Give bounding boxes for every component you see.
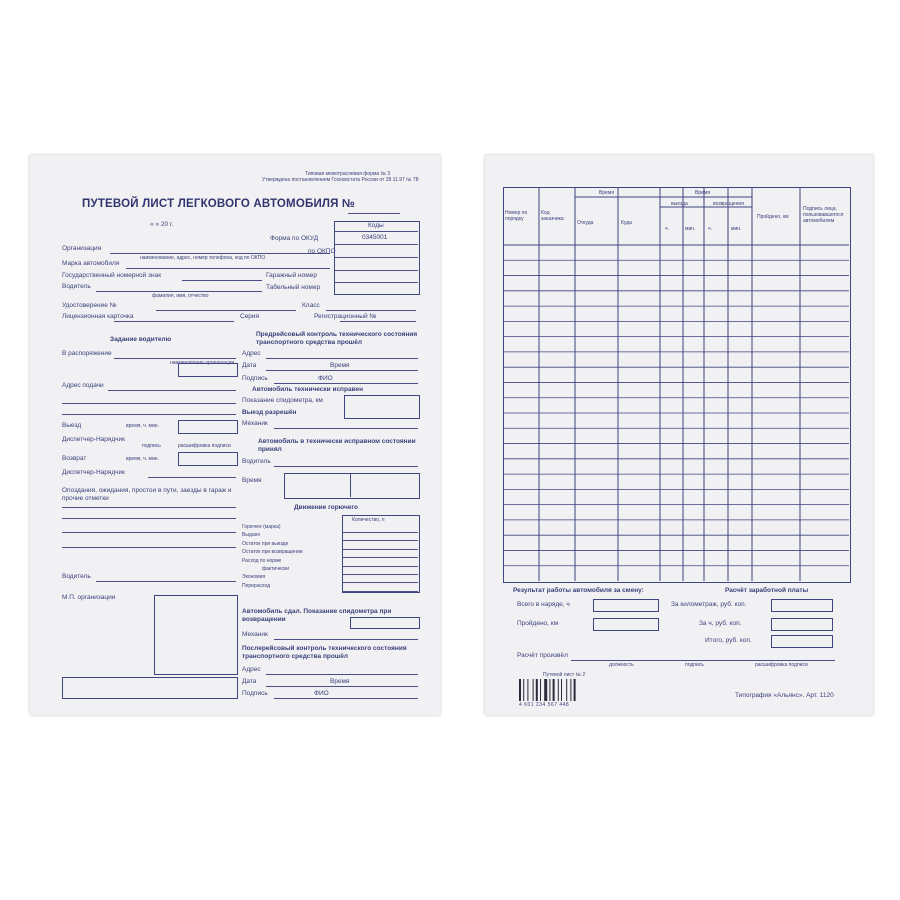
- column-header: Код заказчика: [541, 210, 564, 222]
- barcode-bar: [549, 679, 550, 701]
- results-row-0: Всего в наряде, ч: [517, 601, 570, 608]
- tech-date: Дата: [242, 362, 257, 369]
- car-ok-label: Выезд разрешён: [242, 409, 297, 416]
- tech-header: Предрейсовый контроль технического состояния транспортного средства прошёл: [256, 331, 418, 346]
- post-time: Время: [330, 678, 350, 685]
- field-lic-card: Лицензионная карточка: [62, 313, 134, 320]
- departure-box[interactable]: [178, 420, 238, 434]
- address-line-1[interactable]: [108, 390, 236, 391]
- license-line[interactable]: [156, 310, 296, 311]
- tech-time: Время: [330, 362, 350, 369]
- barcode-bar: [540, 679, 541, 701]
- driver-signature-label: Водитель: [62, 573, 91, 580]
- return-mechanic: Механик: [242, 631, 268, 638]
- mechanic-line[interactable]: [274, 428, 418, 429]
- barcode-bar: [523, 679, 524, 701]
- field-license: Удостоверение №: [62, 302, 117, 309]
- tech-sig-line[interactable]: [274, 383, 418, 384]
- task-return: Возврат: [62, 455, 87, 462]
- header-note-1: Типовая межотраслевая форма № 3: [305, 171, 391, 177]
- fuel-row-label: Горючее (марка): [242, 524, 281, 530]
- fuel-row-label: Остаток при выезде: [242, 540, 289, 547]
- results-header: Результат работы автомобиля за смену:: [513, 587, 644, 594]
- driver-accept-line[interactable]: [274, 466, 418, 467]
- stamp-box: [154, 595, 238, 675]
- speedometer-box[interactable]: [344, 395, 420, 419]
- fuel-row-label: Экономия: [242, 574, 266, 581]
- okud-label: Форма по ОКУД: [270, 235, 319, 242]
- back-sheet: [485, 155, 873, 715]
- tech-fio: ФИО: [318, 375, 333, 382]
- codes-divider: [334, 244, 418, 245]
- dispatcher-2: Диспетчер-Нарядчик: [62, 469, 125, 476]
- time-label: время, ч. мин.: [126, 423, 159, 429]
- disposal-box[interactable]: [178, 363, 238, 377]
- table-group-2: Время: [695, 190, 711, 196]
- fuel-row-label: Расход по норме: [242, 557, 282, 564]
- class-line[interactable]: [326, 310, 416, 311]
- mechanic-label: Механик: [242, 420, 268, 427]
- column-header: мин.: [685, 226, 696, 232]
- fuel-row-label: Остаток при возвращении: [242, 549, 303, 556]
- organization-line[interactable]: [110, 253, 330, 254]
- calc-label: Расчёт произвёл: [517, 652, 568, 659]
- barcode-bar: [533, 679, 534, 701]
- field-reg-number: Регистрационный №: [314, 313, 377, 320]
- fuel-row-line: [342, 566, 418, 567]
- car-brand-line[interactable]: [126, 268, 330, 269]
- dispatcher-2-line[interactable]: [148, 477, 236, 478]
- footer-text: Типография «Альянс». Арт. 1120: [735, 692, 834, 699]
- barcode-bar: [574, 679, 576, 701]
- column-header: Подпись лица, пользовавшегося автомобилем: [803, 206, 844, 224]
- barcode: [485, 155, 873, 715]
- barcode-bar: [519, 679, 521, 701]
- task-departure: Выезд: [62, 422, 82, 429]
- accept-box-divider: [350, 473, 351, 497]
- tech-signature: Подпись: [242, 375, 268, 382]
- column-header: Пройдено, км: [757, 214, 789, 220]
- disposal-line[interactable]: [114, 358, 236, 359]
- fuel-row-line: [342, 540, 418, 541]
- barcode-bar: [570, 679, 571, 701]
- fuel-box-header: Количество, л: [352, 517, 385, 523]
- post-fio: ФИО: [314, 690, 329, 697]
- table-group-1: Время: [599, 190, 615, 196]
- column-header: Номер по порядку: [505, 210, 528, 222]
- barcode-bar: [527, 679, 528, 701]
- calc-hint-1: подпись: [685, 662, 704, 668]
- fuel-row-label: фактически: [262, 566, 290, 572]
- form-title: ПУТЕВОЙ ЛИСТ ЛЕГКОВОГО АВТОМОБИЛЯ №: [82, 198, 356, 210]
- barcode-bar: [558, 679, 559, 701]
- accept-time: Время: [242, 477, 262, 484]
- lic-card-line[interactable]: [114, 321, 234, 322]
- results-row-1: Пройдено, км: [517, 620, 559, 627]
- field-driver: Водитель: [62, 283, 91, 290]
- field-garage-number: Гаражный номер: [266, 272, 317, 279]
- notes-line-2[interactable]: [62, 518, 236, 519]
- disposal-hint: наименование организации: [170, 360, 235, 366]
- codes-divider: [334, 270, 418, 271]
- front-sheet: [30, 155, 440, 715]
- barcode-number: 4 601 234 567 448: [519, 702, 570, 708]
- calc-hint-0: должность: [609, 662, 634, 668]
- codes-divider: [334, 231, 418, 232]
- tech-address-line[interactable]: [266, 358, 418, 359]
- sig-hint-1: подпись: [142, 443, 161, 449]
- date-line: « » 20 г.: [150, 221, 174, 228]
- fuel-row-line: [342, 557, 418, 558]
- post-address-line[interactable]: [266, 674, 418, 675]
- fuel-header: Движение горючего: [294, 504, 358, 511]
- notes-line-4[interactable]: [62, 547, 236, 548]
- barcode-bar: [544, 679, 547, 701]
- notes-line-1[interactable]: [62, 507, 236, 508]
- speedometer-label: Показание спидометра, км: [242, 397, 323, 404]
- driver-signature-line[interactable]: [96, 581, 236, 582]
- post-signature: Подпись: [242, 690, 268, 697]
- notes-line-3[interactable]: [62, 532, 236, 533]
- return-speedometer-box[interactable]: [350, 617, 420, 629]
- tech-date-line[interactable]: [266, 370, 418, 371]
- tech-address: Адрес: [242, 350, 261, 357]
- accept-box[interactable]: [284, 473, 420, 499]
- column-header: Откуда: [577, 220, 594, 226]
- column-header: ч.: [665, 226, 669, 232]
- task-address: Адрес подачи: [62, 382, 104, 389]
- barcode-caption: Путевой лист № 2: [543, 672, 586, 678]
- time-label-2: время, ч. мин.: [126, 456, 159, 462]
- post-address: Адрес: [242, 666, 261, 673]
- barcode-bar: [561, 679, 562, 701]
- address-line-2[interactable]: [62, 403, 236, 404]
- driver-accept: Водитель: [242, 458, 271, 465]
- fuel-row-label: Перерасход: [242, 582, 271, 589]
- field-plate: Государственный номерной знак: [62, 272, 162, 279]
- fuel-row-label: Выдано: [242, 532, 261, 539]
- table-subgroup-2: возвращения: [713, 201, 744, 207]
- field-organization: Организация: [62, 245, 102, 252]
- header-note-2: Утверждена постановлением Госкомстата России от 28.11.97 № 78: [262, 177, 419, 183]
- form-number-line[interactable]: [348, 213, 400, 214]
- codes-label: Коды: [368, 222, 384, 229]
- column-header: мин.: [731, 226, 742, 232]
- column-header: ч.: [708, 226, 712, 232]
- return-box[interactable]: [178, 452, 238, 466]
- salary-row-0: За километраж, руб. коп.: [671, 601, 747, 608]
- calc-hint-2: расшифровка подписи: [755, 662, 808, 668]
- driver-hint: фамилия, имя, отчество: [152, 293, 209, 299]
- posttrip-header: Послерейсовый контроль технического состояния транспортного средства прошёл: [242, 645, 407, 660]
- barcode-bar: [566, 679, 567, 701]
- table-subgroup-1: выезда: [671, 201, 688, 207]
- okud-code: 0345001: [362, 234, 388, 241]
- codes-divider: [334, 282, 418, 283]
- okpo-label: по ОКПО: [308, 248, 336, 255]
- field-car-brand: Марка автомобиля: [62, 260, 120, 267]
- plate-line[interactable]: [182, 280, 262, 281]
- reg-number-line[interactable]: [340, 321, 416, 322]
- stamp-label: М.П. организации: [62, 594, 116, 601]
- dispatcher-1: Диспетчер-Нарядчик: [62, 436, 125, 443]
- fuel-box[interactable]: [342, 515, 420, 593]
- driver-line[interactable]: [96, 291, 262, 292]
- address-line-3[interactable]: [62, 414, 236, 415]
- task-at-disposal: В распоряжение: [62, 350, 112, 357]
- return-mechanic-line[interactable]: [274, 639, 418, 640]
- fuel-row-line: [342, 591, 418, 592]
- fuel-row-line: [342, 549, 418, 550]
- codes-divider: [334, 257, 418, 258]
- salary-header: Расчёт заработной платы: [725, 587, 809, 594]
- fuel-row-line: [342, 574, 418, 575]
- codes-box: [334, 221, 420, 295]
- accidents-text: Опоздания, ожидания, простои в пути, заезды в гараж и прочие отметки: [62, 487, 232, 503]
- decode-hint-1: расшифровка подписи: [178, 443, 231, 449]
- column-header: Куда: [621, 220, 632, 226]
- return-header: Автомобиль сдал. Показание спидометра при возвращении: [242, 608, 392, 623]
- field-class: Класс: [302, 302, 320, 309]
- salary-row-1: За ч, руб. коп.: [699, 620, 742, 627]
- field-tab-number: Табельный номер: [266, 284, 321, 291]
- post-sig-line[interactable]: [274, 698, 418, 699]
- fuel-row-line: [342, 532, 418, 533]
- car-ok-header: Автомобиль технически исправен: [252, 386, 364, 393]
- post-date-line[interactable]: [266, 686, 418, 687]
- car-accept-header: Автомобиль в технически исправном состоянии принял: [258, 438, 416, 453]
- bottom-notes-box[interactable]: [62, 677, 238, 699]
- field-series: Серия: [240, 313, 260, 320]
- barcode-bar: [536, 679, 538, 701]
- barcode-bar: [553, 679, 555, 701]
- salary-row-2: Итого, руб. коп.: [705, 637, 752, 644]
- task-header: Задание водителю: [110, 336, 172, 343]
- fuel-row-line: [342, 582, 418, 583]
- post-date: Дата: [242, 678, 257, 685]
- org-hint: наименование, адрес, номер телефона, код по ОКПО: [140, 255, 266, 261]
